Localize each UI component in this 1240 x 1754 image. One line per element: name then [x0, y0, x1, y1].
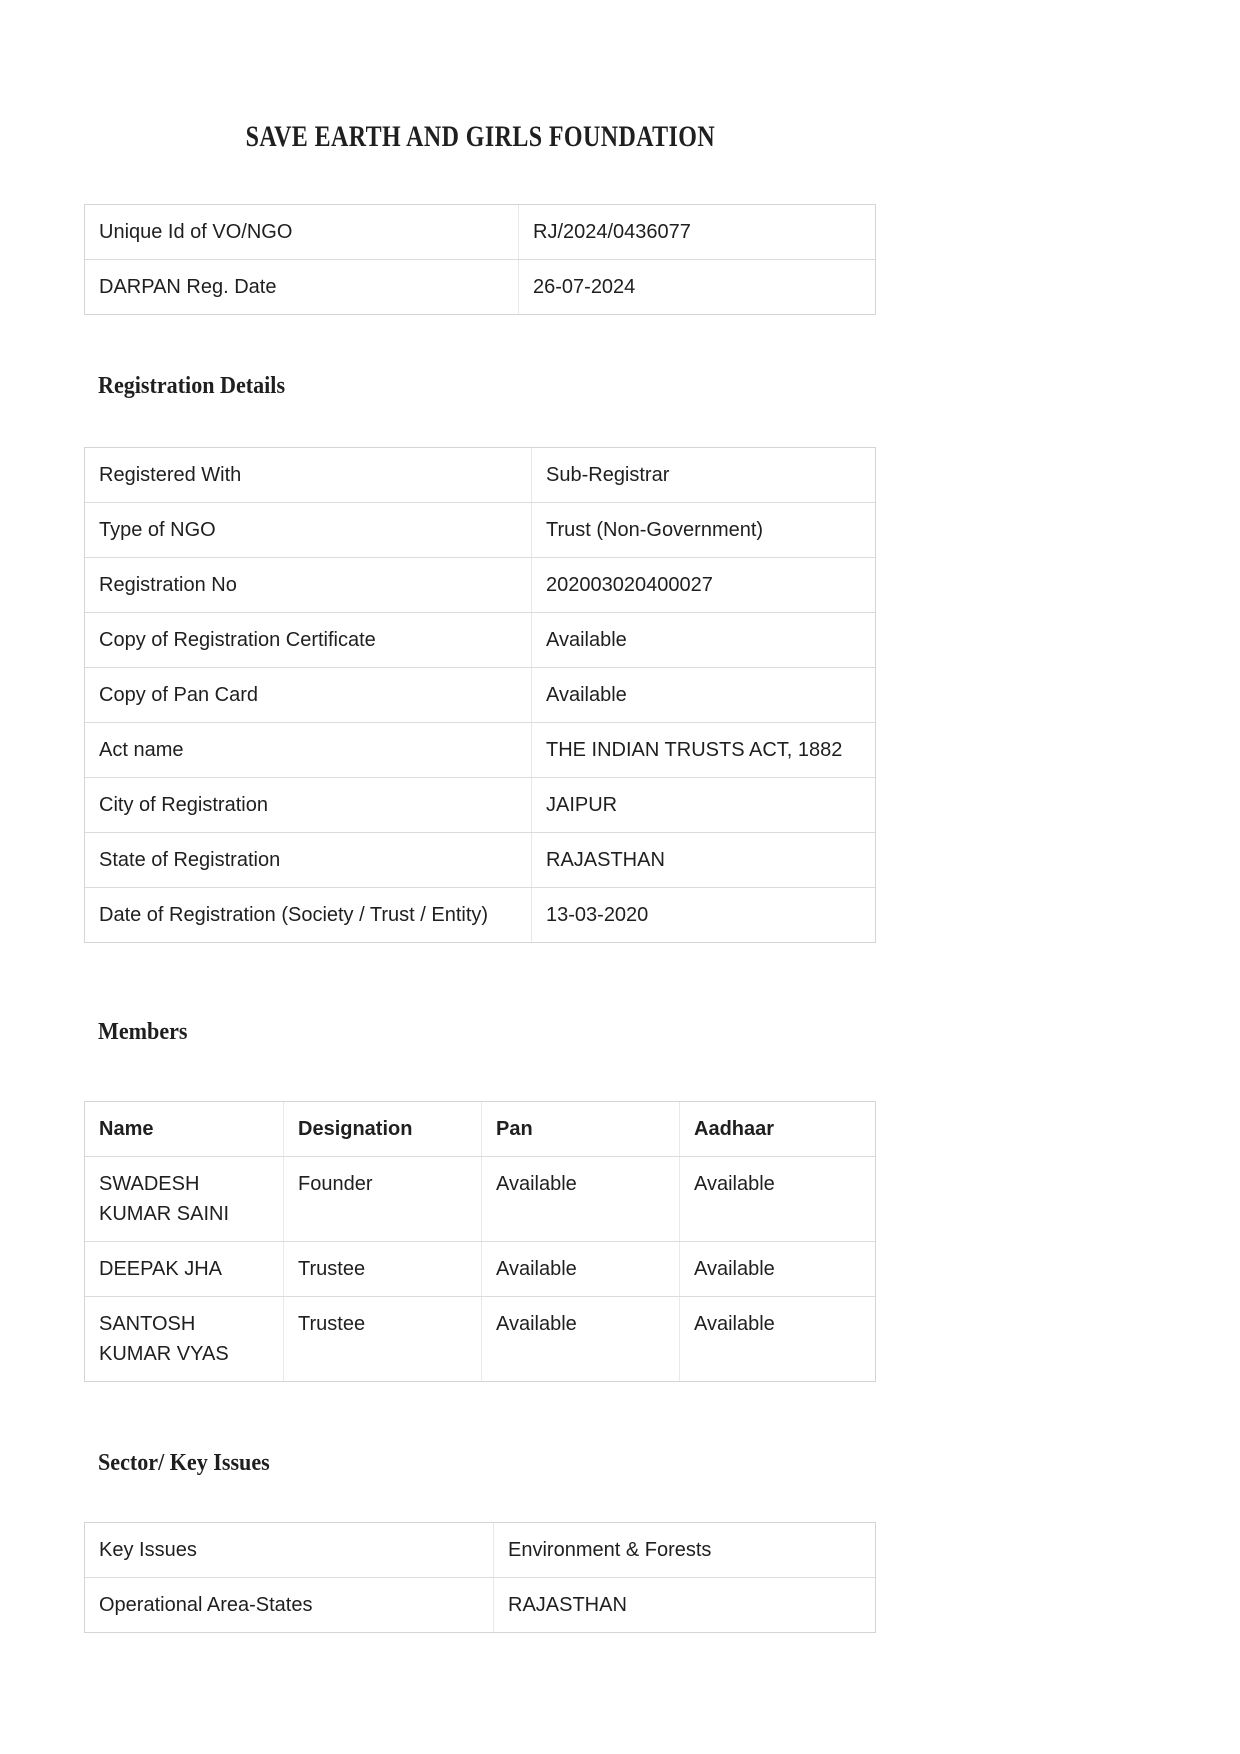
column-header-name: Name	[99, 1118, 154, 1140]
row-value	[531, 448, 875, 502]
row-label: DARPAN Reg. Date	[99, 276, 277, 298]
member-aadhaar: Available	[679, 1242, 877, 1296]
row-value	[531, 723, 875, 777]
table-row	[85, 502, 875, 557]
page-title	[84, 116, 876, 158]
members-table	[84, 1101, 876, 1382]
member-name: DEEPAK JHA	[99, 1258, 222, 1280]
row-value-text: Sub-Registrar	[546, 464, 670, 486]
row-value	[531, 558, 875, 612]
table-row	[85, 448, 875, 502]
member-pan: Available	[481, 1297, 679, 1381]
member-name: SANTOSH KUMAR VYAS	[99, 1313, 229, 1365]
table-row	[85, 1296, 875, 1381]
row-label: State of Registration	[99, 849, 281, 871]
row-value-text: Available	[546, 629, 627, 651]
row-label: Registered With	[99, 464, 242, 486]
section-heading-registration-details	[84, 369, 876, 403]
table-row	[85, 1577, 875, 1632]
summary-table	[84, 204, 876, 315]
row-value	[493, 1523, 875, 1577]
row-label: Act name	[99, 739, 184, 761]
row-value-text: Trust (Non-Government)	[546, 519, 764, 541]
table-row	[85, 722, 875, 777]
table-row	[85, 259, 875, 314]
table-row	[85, 612, 875, 667]
row-value-text: JAIPUR	[546, 794, 618, 816]
document-page	[84, 116, 876, 1633]
row-value	[531, 668, 875, 722]
row-label: Copy of Pan Card	[99, 684, 258, 706]
row-value	[518, 205, 875, 259]
section-heading-text: Members	[98, 1019, 188, 1045]
member-name: SWADESH KUMAR SAINI	[99, 1173, 230, 1225]
row-value	[518, 260, 875, 314]
column-header-designation: Designation	[283, 1102, 481, 1156]
row-value	[531, 778, 875, 832]
members-header-row	[85, 1102, 875, 1156]
registration-details-table	[84, 447, 876, 943]
row-value-text: Environment & Forests	[508, 1539, 712, 1561]
table-row	[85, 1523, 875, 1577]
row-value-text: Available	[546, 684, 627, 706]
row-value-text: RAJASTHAN	[508, 1594, 627, 1616]
member-pan: Available	[481, 1242, 679, 1296]
row-label: Date of Registration (Society / Trust / Entity)	[99, 904, 489, 926]
table-row	[85, 1156, 875, 1241]
column-header-pan: Pan	[481, 1102, 679, 1156]
member-aadhaar: Available	[679, 1157, 877, 1241]
section-heading-text: Sector/ Key Issues	[98, 1450, 270, 1476]
page-title-text: SAVE EARTH AND GIRLS FOUNDATION	[245, 120, 715, 153]
row-label: Registration No	[99, 574, 237, 596]
row-label: Unique Id of VO/NGO	[99, 221, 293, 243]
table-row	[85, 1241, 875, 1296]
row-label: City of Registration	[99, 794, 268, 816]
section-heading-text: Registration Details	[98, 373, 286, 399]
table-row	[85, 832, 875, 887]
row-value	[531, 613, 875, 667]
row-value-text: RAJASTHAN	[546, 849, 665, 871]
row-value	[531, 833, 875, 887]
table-row	[85, 557, 875, 612]
column-header-aadhaar: Aadhaar	[679, 1102, 877, 1156]
member-aadhaar: Available	[679, 1297, 877, 1381]
section-heading-members	[84, 1015, 876, 1049]
member-pan: Available	[481, 1157, 679, 1241]
row-value-text: THE INDIAN TRUSTS ACT, 1882	[546, 739, 843, 761]
row-value	[493, 1578, 875, 1632]
row-label: Type of NGO	[99, 519, 216, 541]
sector-key-issues-table	[84, 1522, 876, 1633]
row-label: Copy of Registration Certificate	[99, 629, 376, 651]
row-value-text: 13-03-2020	[546, 904, 649, 926]
table-row	[85, 887, 875, 942]
member-designation: Trustee	[283, 1242, 481, 1296]
section-heading-sector-key-issues	[84, 1446, 876, 1480]
table-row	[85, 777, 875, 832]
member-designation: Trustee	[283, 1297, 481, 1381]
member-designation: Founder	[283, 1157, 481, 1241]
table-row	[85, 667, 875, 722]
table-row	[85, 205, 875, 259]
row-label: Operational Area-States	[99, 1594, 313, 1616]
row-value-text: RJ/2024/0436077	[533, 221, 691, 243]
row-label: Key Issues	[99, 1539, 197, 1561]
row-value-text: 202003020400027	[546, 574, 713, 596]
row-value-text: 26-07-2024	[533, 276, 636, 298]
row-value	[531, 503, 875, 557]
row-value	[531, 888, 875, 942]
